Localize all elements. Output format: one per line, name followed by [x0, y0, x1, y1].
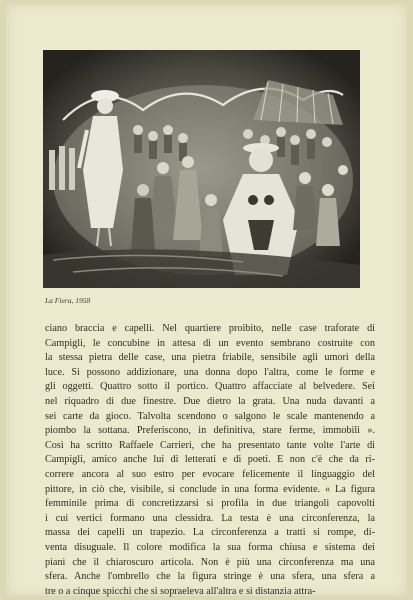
text-line: pittore, in ciò che, visibile, si conclude in una forma evidente. « La figura — [45, 483, 375, 495]
text-line: correre ancora al suo estro per evocare felicemente il linguaggio del — [45, 468, 375, 480]
text-line: sei carte da gioco. Talvolta scendono o salgono le scale mantenendo a — [45, 410, 375, 422]
painting-plate — [43, 50, 360, 288]
text-line: piombo la sottana. Preferiscono, in definitiva, stare ferme, immobili ». — [45, 425, 375, 437]
painting-la-fiera — [43, 50, 360, 288]
text-line: ciano braccia e capelli. Nel quartiere proibito, nelle case traforate di — [45, 323, 375, 334]
plate-caption: La Fiera, 1958 — [45, 296, 91, 305]
text-line: sfera. Anche l'ombrello che la figura stringe è una sfera, una sfera a — [45, 571, 375, 583]
text-line: Campigli, le concubine in attesa di un evento sembrano costruite con — [45, 337, 375, 349]
text-line: Campigli, amico anche lui di letterati e di poeti. E non c'è che da ri- — [45, 454, 375, 466]
text-line: venta disuguale. Il colore modifica la sua forma chiusa e sistema dei — [45, 541, 375, 553]
text-line: Così ha scritto Raffaele Carrieri, che ha presentato tante volte l'arte di — [45, 439, 375, 451]
text-line: la stessa pietra delle case, una pietra friabile, sensibile agli umori della — [45, 352, 375, 364]
text-line: massa dei capelli un trapezio. La circonferenza a tratti si rompe, di- — [45, 527, 375, 539]
text-line: femminile prima di concretizzarsi si profila in due triangoli capovolti — [45, 498, 375, 510]
text-line: nel riquadro di due finestre. Due dietro la grata. Una nuda davanti a — [45, 395, 375, 407]
text-line: piani che il chiaroscuro articola. Non è più una circonferenza ma una — [45, 556, 375, 568]
text-line: i cui vertici formano una clessidra. La testa è una circonferenza, la — [45, 512, 375, 524]
body-text — [45, 322, 375, 599]
text-line: gli oggetti. Quattro sotto il portico. Quattro affacciate al belvedere. Sei — [45, 381, 375, 393]
text-line: tre o a cinque spicchi che si sopraeleva all'altra e si distanzia attra- — [45, 585, 316, 597]
text-line: luce. Si possono addizionare, una donna dopo l'altra, come le forme e — [45, 366, 375, 378]
